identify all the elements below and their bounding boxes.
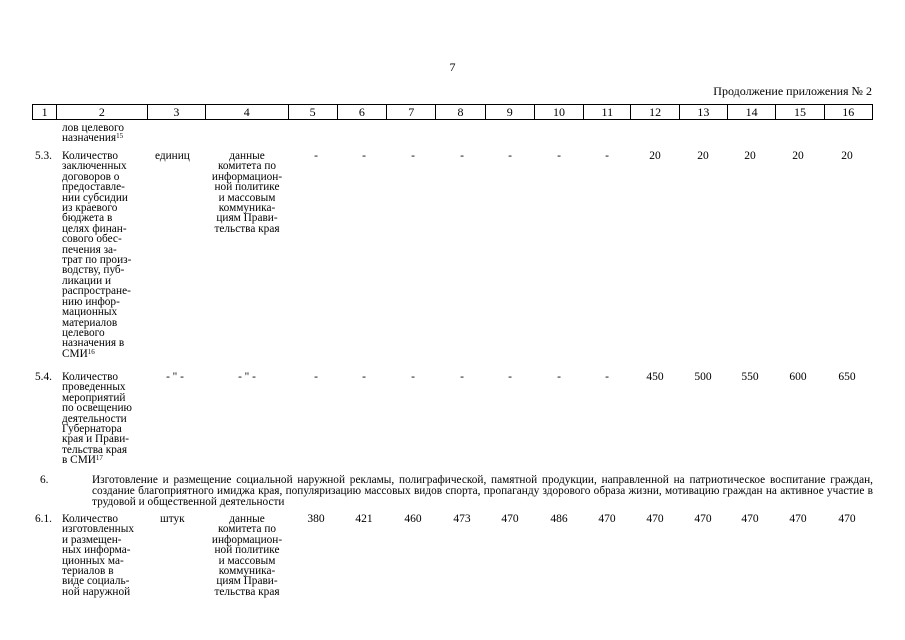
row-top-text: лов целевого назначения$^{15}$ — [62, 122, 125, 145]
header-col-11: 11 — [584, 105, 631, 120]
row-53-value-col-16: 20 — [841, 150, 853, 162]
row-61-value-col-13: 470 — [694, 513, 712, 525]
row-54-value-col-7: - — [411, 371, 415, 383]
row-61-value-col-7: 460 — [404, 513, 422, 525]
row-61-value-col-6: 421 — [355, 513, 373, 525]
row-53-unit: единиц — [155, 150, 190, 162]
row-61-number: 6.1. — [35, 513, 52, 525]
row-54-unit: - " - — [166, 371, 184, 383]
header-col-5: 5 — [288, 105, 337, 120]
header-col-6: 6 — [337, 105, 386, 120]
row-61-source: данные комитета по информацион- ной политике и массовым коммуника- циям Прави- тельства края — [211, 513, 283, 598]
row-53-value-col-14: 20 — [744, 150, 756, 162]
row-53-value-col-12: 20 — [649, 150, 661, 162]
row-53-value-col-7: - — [411, 150, 415, 162]
header-col-1: 1 — [33, 105, 57, 120]
row-54-value-col-12: 450 — [646, 371, 664, 383]
row-53-source: данные комитета по информацион- ной политике и массовым коммуника- циям Прави- тельства края — [211, 150, 283, 235]
row-53-value-col-5: - — [314, 150, 318, 162]
row-61-unit: штук — [160, 513, 185, 525]
row-54-value-col-15: 600 — [789, 371, 807, 383]
row-54-name: Количество проведенных мероприятий по освещению деятельности Губернатора края и Прави- тельства края в СМИ$^{17}$ — [62, 371, 132, 467]
row-53-number: 5.3. — [35, 150, 52, 162]
row-61-value-col-9: 470 — [501, 513, 519, 525]
row-61-value-col-5: 380 — [307, 513, 325, 525]
header-col-9: 9 — [485, 105, 534, 120]
row-61-value-col-12: 470 — [646, 513, 664, 525]
row-53-value-col-8: - — [460, 150, 464, 162]
header-col-16: 16 — [824, 105, 872, 120]
header-col-15: 15 — [776, 105, 824, 120]
row-54-source: - " - — [238, 371, 256, 383]
header-col-7: 7 — [387, 105, 436, 120]
row-61-value-col-14: 470 — [741, 513, 759, 525]
header-col-10: 10 — [534, 105, 583, 120]
row-61-value-col-8: 473 — [453, 513, 471, 525]
row-54-value-col-8: - — [460, 371, 464, 383]
row-53-value-col-13: 20 — [697, 150, 709, 162]
row-54-value-col-11: - — [605, 371, 609, 383]
header-col-8: 8 — [436, 105, 485, 120]
header-col-14: 14 — [728, 105, 776, 120]
row-54-number: 5.4. — [35, 371, 52, 383]
row-61-value-col-11: 470 — [598, 513, 616, 525]
header-col-13: 13 — [679, 105, 727, 120]
row-61-value-col-16: 470 — [838, 513, 856, 525]
header-col-4: 4 — [206, 105, 288, 120]
row-61-value-col-15: 470 — [789, 513, 807, 525]
row-54-value-col-14: 550 — [741, 371, 759, 383]
row-6-number: 6. — [40, 474, 49, 486]
row-54-value-col-5: - — [314, 371, 318, 383]
row-53-name: Количество заключенных договоров о предоставле- нии субсидии из краевого бюджета в целях финан- сового обес- печения за- трат по произ- водству, пуб- ликации и распростране- нию инфор- мационных материалов целевого назначения в СМИ$^{16}$ — [62, 150, 132, 360]
row-61-name: Количество изготовленных и размещен- ных информа- ционных ма- териалов в виде социаль- ной наружной — [62, 513, 134, 598]
table-header — [32, 104, 873, 120]
header-col-3: 3 — [147, 105, 205, 120]
row-61-value-col-10: 486 — [550, 513, 568, 525]
row-53-value-col-9: - — [508, 150, 512, 162]
row-54-value-col-6: - — [362, 371, 366, 383]
continuation-label: Продолжение приложения № 2 — [713, 84, 872, 98]
row-53-value-col-11: - — [605, 150, 609, 162]
row-54-value-col-10: - — [557, 371, 561, 383]
row-54-value-col-16: 650 — [838, 371, 856, 383]
row-53-value-col-10: - — [557, 150, 561, 162]
row-53-value-col-15: 20 — [792, 150, 804, 162]
header-col-2: 2 — [57, 105, 148, 120]
row-54-value-col-9: - — [508, 371, 512, 383]
header-col-12: 12 — [631, 105, 679, 120]
row-54-value-col-13: 500 — [694, 371, 712, 383]
row-53-value-col-6: - — [362, 150, 366, 162]
row-6-text: Изготовление и размещение социальной наружной рекламы, полиграфической, памятной продукции, направленной на патриотическое воспитание граждан, создание благоприятного имиджа края, популяризацию массовых видов спорта, пропаганду здорового образа жизни, мотивацию граждан на активное участие в трудовой и общественной деятельности — [92, 474, 873, 508]
page-number: 7 — [449, 60, 456, 74]
